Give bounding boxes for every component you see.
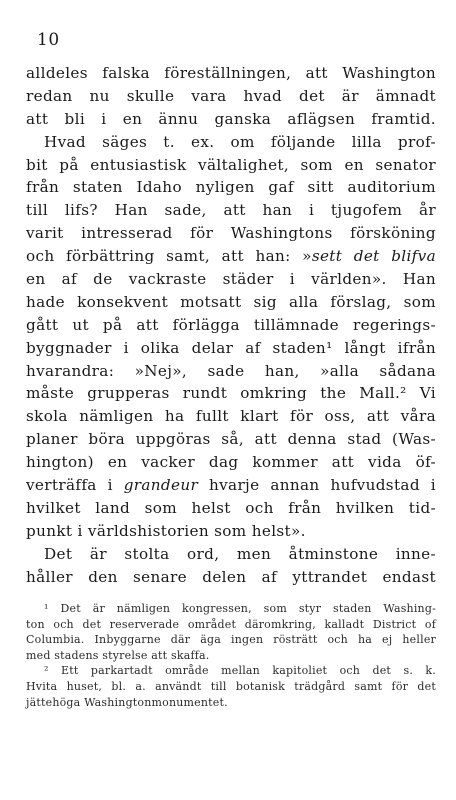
body-line: planer böra uppgöras så, att denna stad (Was- — [26, 430, 436, 449]
page-number: 10 — [37, 30, 60, 50]
body-text — [26, 62, 436, 588]
body-line: hvarandra: »Nej», sade han, »alla sådana — [26, 361, 436, 380]
footnote-line: Columbia. Inbyggarne där äga ingen rösträtt och ha ej heller — [26, 633, 436, 647]
body-line: alldeles falska föreställningen, att Washington — [26, 64, 436, 82]
body-line: skola nämligen ha fullt klart för oss, att våra — [26, 407, 436, 426]
body-line: hington) en vacker dag kommer att vida öf- — [26, 453, 436, 472]
footnote-line: ¹ Det är nämligen kongressen, som styr staden Washing- — [44, 602, 436, 615]
body-line: från staten Idaho nyligen gaf sitt auditorium — [26, 178, 436, 197]
body-line: hade konsekvent motsatt sig alla förslag, som — [26, 292, 436, 311]
body-line: gått ut på att förlägga tillämnade regerings- — [26, 315, 436, 334]
body-line: punkt i världshistorien som helst». — [26, 521, 306, 540]
body-line: byggnader i olika delar af staden¹ långt ifrån — [26, 338, 436, 357]
body-line: måste grupperas rundt omkring the Mall.² Vi — [26, 384, 436, 403]
body-line: en af de vackraste städer i världen». Han — [26, 270, 436, 289]
body-line: till lifs? Han sade, att han i tjugofem år — [26, 201, 436, 220]
body-line: och förbättring samt, att han: »sett det blifva — [26, 247, 436, 266]
footnotes — [26, 601, 436, 710]
body-line: Hvad säges t. ex. om följande lilla prof- — [44, 132, 436, 151]
body-line: att bli i en ännu ganska aflägsen framtid. — [26, 109, 436, 128]
footnote-line: ² Ett parkartadt område mellan kapitoliet och det s. k. — [44, 664, 436, 678]
body-line: redan nu skulle vara hvad det är ämnadt — [26, 86, 436, 105]
body-line: verträffa i grandeur hvarje annan hufvudstad i — [26, 476, 436, 495]
body-line: hvilket land som helst och från hvilken tid- — [26, 498, 436, 517]
body-line: håller den senare delen af yttrandet endast — [26, 567, 436, 586]
footnote-line: jättehöga Washingtonmonumentet. — [26, 695, 228, 709]
body-line: varit intresserad för Washingtons försköning — [26, 224, 436, 243]
footnote-line: ton och det reserverade området däromkring, kalladt District of — [26, 617, 436, 631]
footnote-line: Hvita huset, bl. a. användt till botanisk trädgård samt för det — [26, 679, 436, 693]
body-line: bit på entusiastisk vältalighet, som en senator — [26, 155, 436, 174]
footnote-line: med stadens styrelse att skaffa. — [26, 648, 210, 662]
body-line: Det är stolta ord, men åtminstone inne- — [44, 544, 436, 563]
